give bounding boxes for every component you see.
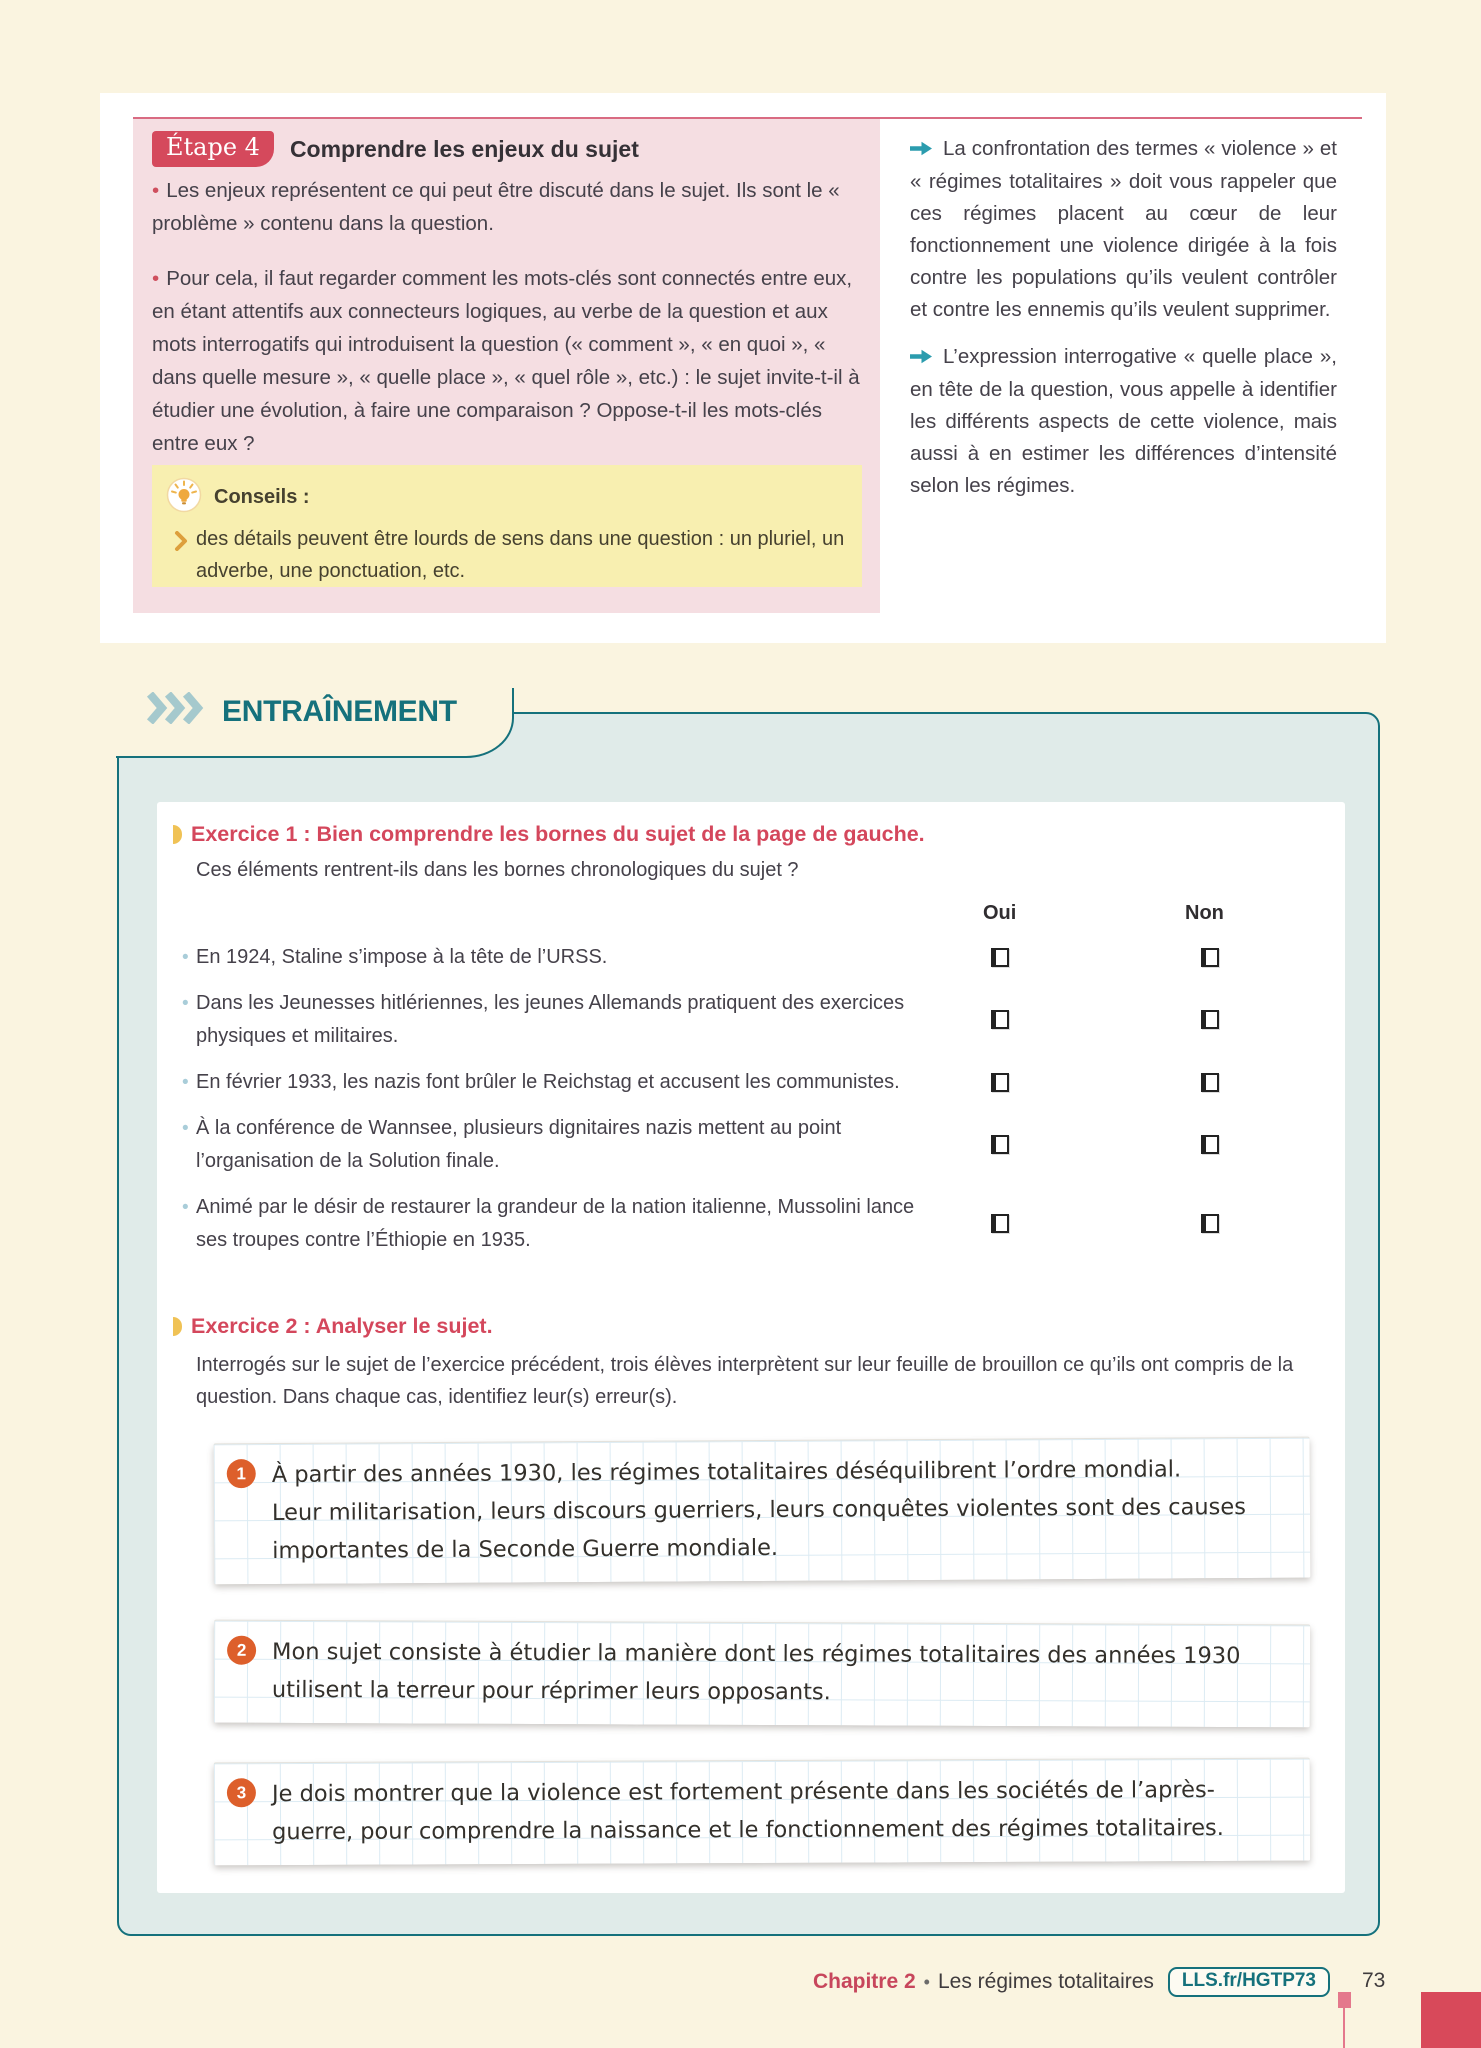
- step-title: Comprendre les enjeux du sujet: [289, 135, 639, 162]
- chevron-right-icon: [174, 529, 188, 561]
- method-paragraph-text: Pour cela, il faut regarder comment les mots-clés sont connectés entre eux, en étant attentifs aux connecteurs logiques, au verbe de la question et aux mots interrogatifs qui introduisent la question (« comment », « en quoi », « dans quelle mesure », « quelle place », « quel rôle », etc.) : le sujet invite-t-il à étudier une évolution, à faire une comparaison ? Oppose-t-il les mots-clés entre eux ?: [152, 267, 860, 455]
- corner-tab: [1421, 1992, 1481, 2048]
- exercise-1: [157, 822, 1345, 1270]
- exercise-2: [157, 1314, 1345, 1863]
- exercise-2-title-row: [173, 1314, 1345, 1339]
- row-text: Animé par le désir de restaurer la grandeur de la nation italienne, Mussolini lance ses troupes contre l’Éthiopie en 1935.: [196, 1196, 915, 1251]
- exercise-marker-icon: [173, 825, 182, 844]
- note-text-line: guerre, pour comprendre la naissance et le fonctionnement des régimes totalitaires.: [272, 1814, 1224, 1846]
- row-text: En février 1933, les nazis font brûler le Reichstag et accusent les communistes.: [196, 1071, 900, 1093]
- column-header-oui: Oui: [983, 902, 1017, 924]
- note-text-line: importantes de la Seconde Guerre mondiale.: [272, 1534, 779, 1564]
- exercise-1-question: Ces éléments rentrent-ils dans les bornes chronologiques du sujet ?: [196, 859, 799, 881]
- method-paragraph: [152, 174, 860, 240]
- bullet-icon: •: [182, 993, 189, 1014]
- note-text-line: Mon sujet consiste à étudier la manière dont les régimes totalitaires des années 1930: [272, 1638, 1241, 1670]
- checkbox-non-row-5[interactable]: [1201, 1214, 1219, 1233]
- checkbox-non-row-4[interactable]: [1201, 1135, 1219, 1154]
- triple-chevron-icon: [146, 692, 208, 732]
- footer-separator: •: [923, 1971, 930, 1992]
- arrow-right-icon: [910, 134, 933, 166]
- chapter-label: Chapitre 2: [812, 1970, 916, 1993]
- method-right-column: [910, 133, 1337, 517]
- table-row: [182, 1066, 944, 1099]
- tips-box: [152, 465, 862, 587]
- checkbox-oui-row-1[interactable]: [991, 948, 1009, 967]
- student-note-1: [214, 1438, 1311, 1585]
- method-card: [100, 93, 1386, 643]
- chapter-title: Les régimes totalitaires: [937, 1970, 1154, 1993]
- method-panel: [133, 119, 880, 613]
- table-row: [182, 1191, 944, 1257]
- bookmark-icon: [1338, 1992, 1351, 2008]
- row-text: En 1924, Staline s’impose à la tête de l’URSS.: [196, 946, 608, 968]
- checkbox-oui-row-2[interactable]: [991, 1010, 1009, 1029]
- method-paragraph: [152, 262, 860, 460]
- note-text-line: utilisent la terreur pour réprimer leurs opposants.: [271, 1676, 831, 1706]
- student-note-2: [214, 1621, 1310, 1728]
- checkbox-non-row-3[interactable]: [1201, 1073, 1219, 1092]
- note-text-line: À partir des années 1930, les régimes totalitaires déséquilibrent l’ordre mondial.: [271, 1456, 1182, 1488]
- note-number-badge: 3: [227, 1778, 256, 1807]
- checkbox-oui-row-3[interactable]: [991, 1073, 1009, 1092]
- tips-header: [166, 477, 310, 518]
- bullet-icon: •: [182, 1118, 189, 1139]
- note-number-badge: 1: [227, 1459, 256, 1488]
- page-footer: [380, 1967, 1330, 1997]
- row-text: Dans les Jeunesses hitlériennes, les jeunes Allemands pratiquent des exercices physiques et militaires.: [196, 992, 905, 1047]
- tip-item-text: des détails peuvent être lourds de sens dans une question : un pluriel, un adverbe, une ponctuation, etc.: [196, 528, 845, 582]
- step-header: [152, 131, 639, 167]
- commentary-text: L’expression interrogative « quelle place », en tête de la question, vous appelle à identifier les différents aspects de cette violence, mais aussi à en estimer les différences d’intensité selon les régimes.: [910, 345, 1337, 497]
- tips-title: Conseils :: [214, 486, 310, 508]
- commentary-paragraph: [910, 341, 1337, 502]
- step-badge: Étape 4: [152, 131, 274, 167]
- exercise-1-title-row: [173, 822, 1345, 847]
- answer-columns-header: [196, 902, 1345, 935]
- exercise-1-rows: [157, 941, 1345, 1257]
- exercise-card: [157, 802, 1345, 1893]
- note-number-badge: 2: [227, 1636, 256, 1665]
- row-text: À la conférence de Wannsee, plusieurs dignitaires nazis mettent au point l’organisation de la Solution finale.: [196, 1117, 842, 1172]
- bullet-icon: •: [182, 1072, 189, 1093]
- checkbox-non-row-2[interactable]: [1201, 1010, 1219, 1029]
- tip-item: [174, 523, 852, 587]
- exercise-2-intro: Interrogés sur le sujet de l’exercice précédent, trois élèves interprètent sur leur feuille de brouillon ce qu’ils ont compris de la question. Dans chaque cas, identifiez leur(s) erreur(s).: [196, 1354, 1294, 1408]
- checkbox-non-row-1[interactable]: [1201, 948, 1219, 967]
- checkbox-oui-row-5[interactable]: [991, 1214, 1009, 1233]
- exercise-1-title: Exercice 1 : Bien comprendre les bornes du sujet de la page de gauche.: [191, 822, 925, 846]
- method-paragraph-text: Les enjeux représentent ce qui peut être discuté dans le sujet. Ils sont le « problème » contenu dans la question.: [152, 179, 840, 235]
- checkbox-oui-row-4[interactable]: [991, 1135, 1009, 1154]
- bullet-icon: •: [182, 947, 189, 968]
- training-header: [146, 692, 457, 732]
- arrow-right-icon: [910, 342, 933, 374]
- student-note-3: [214, 1759, 1310, 1866]
- column-header-non: Non: [1185, 902, 1224, 924]
- bullet-icon: •: [152, 179, 160, 202]
- table-row: [182, 1112, 944, 1178]
- lightbulb-icon: [166, 477, 202, 518]
- table-row: [182, 987, 944, 1053]
- commentary-paragraph: [910, 133, 1337, 326]
- exercise-2-title: Exercice 2 : Analyser le sujet.: [191, 1314, 493, 1338]
- bullet-icon: •: [152, 267, 160, 290]
- commentary-text: La confrontation des termes « violence » et « régimes totalitaires » doit vous rappeler que ces régimes placent au cœur de leur fonctionnement une violence dirigée à la fois contre les populations qu’ils veulent contrôler et contre les ennemis qu’ils veulent supprimer.: [910, 137, 1337, 321]
- note-text-line: Je dois montrer que la violence est fortement présente dans les sociétés de l’après-: [271, 1777, 1215, 1808]
- exercise-marker-icon: [173, 1317, 182, 1336]
- lls-link-pill[interactable]: LLS.fr/HGTP73: [1168, 1967, 1330, 1997]
- note-text-line: Leur militarisation, leurs discours guerriers, leurs conquêtes violentes sont des causes: [271, 1494, 1246, 1526]
- bullet-icon: •: [182, 1197, 189, 1218]
- training-header-label: ENTRAÎNEMENT: [222, 695, 457, 728]
- table-row: [182, 941, 944, 974]
- page-number: 73: [1362, 1969, 1386, 1992]
